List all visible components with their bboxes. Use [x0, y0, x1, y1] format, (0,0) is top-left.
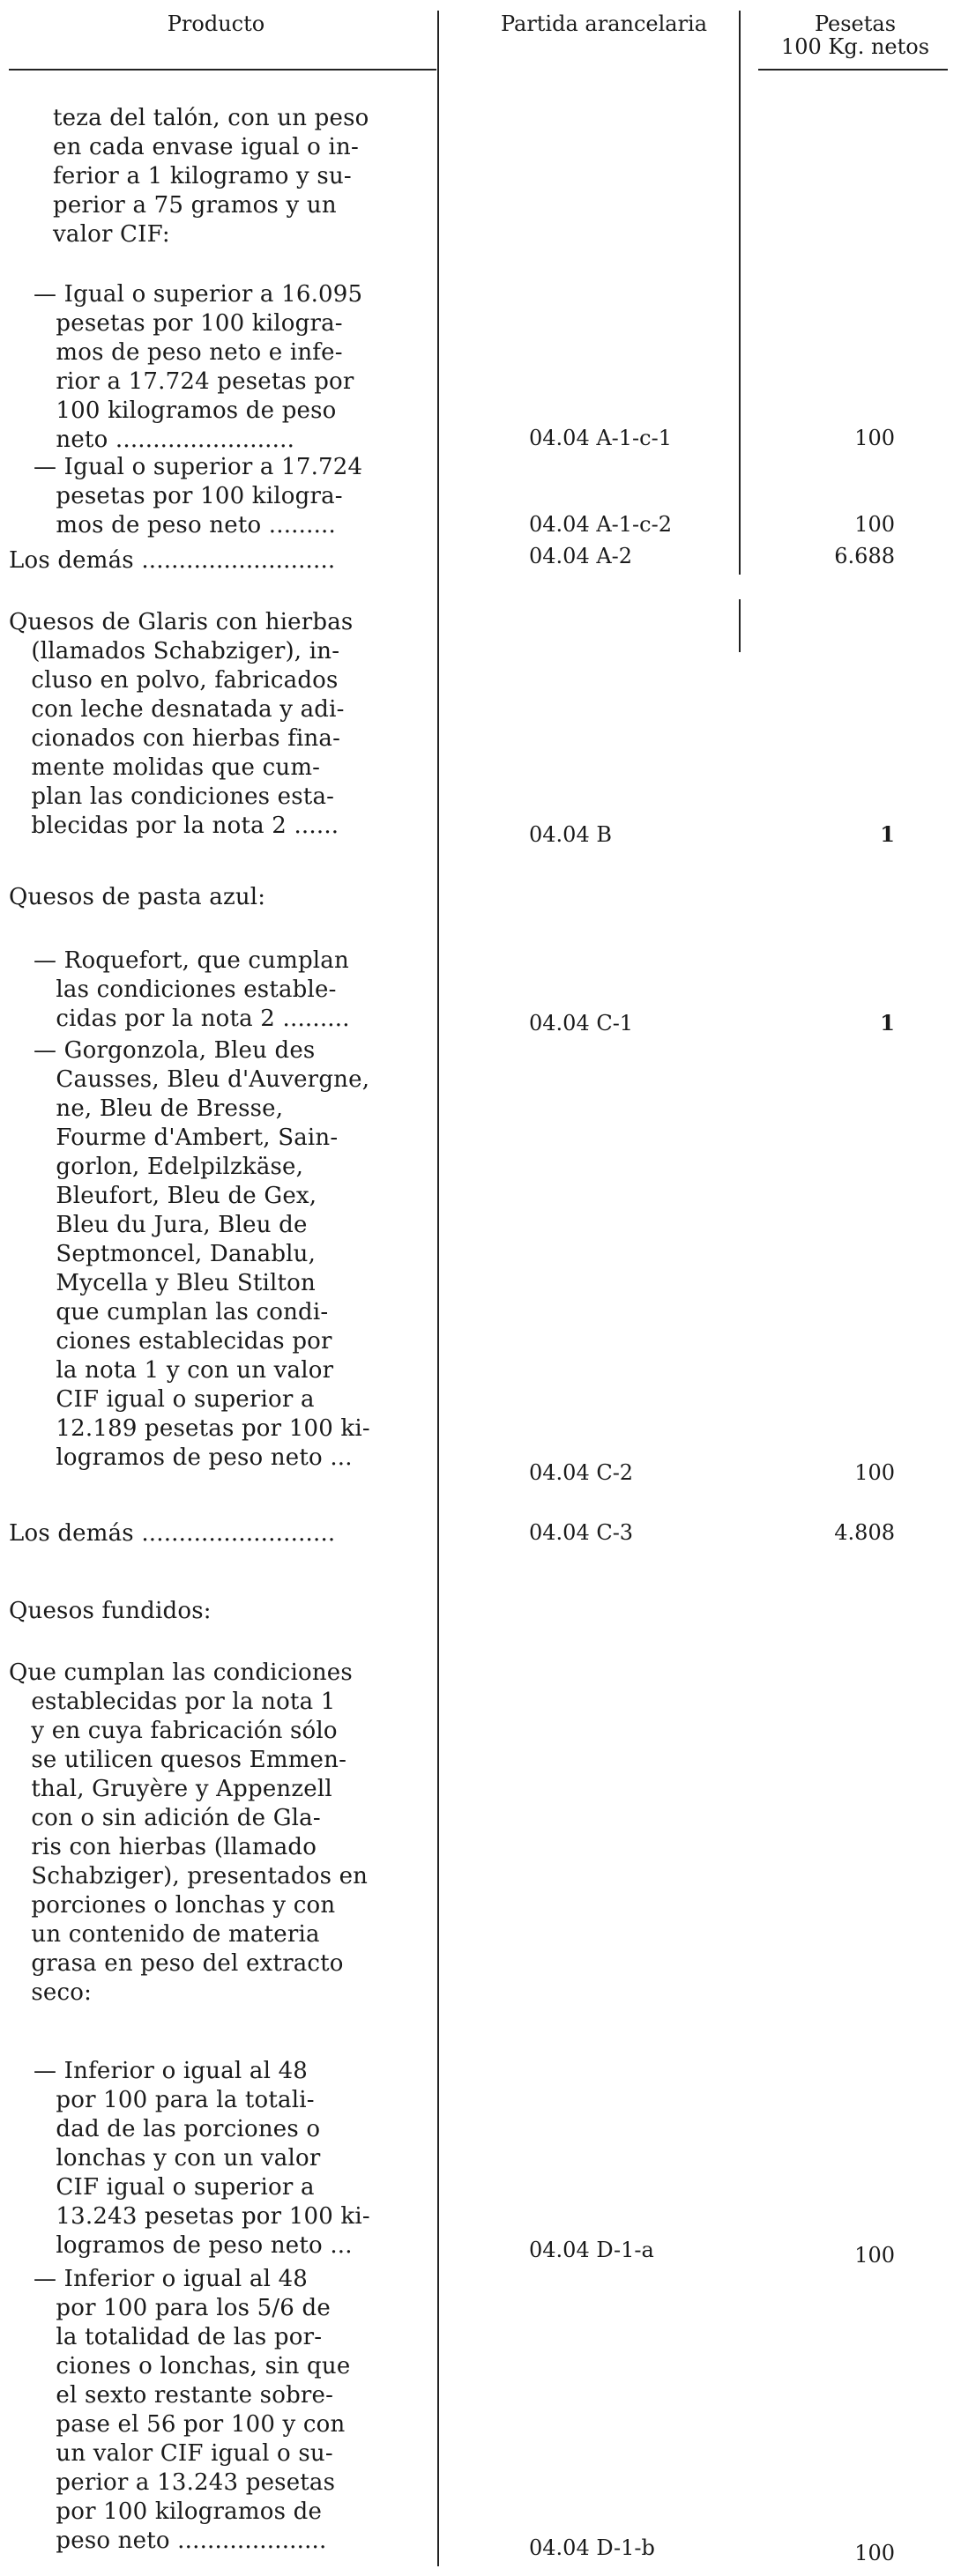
value-a1c2: 100: [854, 512, 895, 537]
tariff-code-a1c2: 04.04 A-1-c-2: [529, 512, 672, 537]
product-block-a1c2: — Igual o superior a 17.724 pesetas por 100 kilogra- mos de peso neto .........: [34, 454, 363, 538]
value-a2: 6.688: [834, 544, 895, 568]
header-product: Producto: [167, 11, 265, 36]
product-block-c2: — Gorgonzola, Bleu des Causses, Bleu d'Auvergne, ne, Bleu de Bresse, Fourme d'Ambert, Sain- gorlon, Edelpilzkäse, Bleufort, Bleu de Gex, Bleu du Jura, Bleu de Septmoncel, Danablu, Mycella y Bleu Stilton que cumplan las condi- ciones establecidas por la nota 1 y con un valor CIF igual o superior a 12.189 pesetas por 100 ki- logramos de peso neto ...: [34, 1037, 370, 1471]
product-block-a1c1: — Igual o superior a 16.095 pesetas por 100 kilogra- mos de peso neto e infe- rior a 17.724 pesetas por 100 kilogramos de peso neto ........................: [34, 281, 363, 453]
header-partida-arancelaria: Partida arancelaria: [500, 11, 708, 36]
header-rule: [9, 69, 436, 71]
tariff-code-c1: 04.04 C-1: [529, 1011, 634, 1036]
product-block-b: Quesos de Glaris con hierbas (llamados Schabziger), in- cluso en polvo, fabricados con leche desnatada y adi- cionados con hierbas fina- mente molidas que cum- plan las condiciones esta- blecidas por la nota 2 ......: [9, 609, 354, 839]
tariff-code-c2: 04.04 C-2: [529, 1460, 634, 1485]
product-block-d1-intro: Que cumplan las condiciones establecidas por la nota 1 y en cuya fabricación sólo se utilicen quesos Emmen- thal, Gruyère y Appenzell con o sin adición de Gla- ris con hierbas (llamado Schabziger), presentados en porciones o lonchas y con un contenido de materia grasa en peso del extracto seco:: [9, 1659, 369, 2006]
column-divider-1: [437, 11, 439, 2566]
product-block-c1: — Roquefort, que cumplan las condiciones estable- cidas por la nota 2 .........: [34, 947, 350, 1032]
tariff-code-d1b: 04.04 D-1-b: [529, 2535, 655, 2560]
column-divider-2-lower: [739, 599, 741, 652]
product-block-d1a: — Inferior o igual al 48 por 100 para la totali- dad de las porciones o lonchas y con un valor CIF igual o superior a 13.243 pesetas por 100 ki- logramos de peso neto ...: [34, 2058, 370, 2259]
header-pesetas: [758, 12, 952, 58]
header-rule-right: [758, 69, 948, 71]
value-d1b: 100: [854, 2541, 895, 2565]
value-d1a: 100: [854, 2243, 895, 2268]
header-pesetas-line2: 100 Kg. netos: [780, 34, 930, 59]
tariff-code-d1a: 04.04 D-1-a: [529, 2238, 654, 2262]
tariff-code-a1c1: 04.04 A-1-c-1: [529, 426, 672, 450]
value-c1: 1: [880, 1010, 895, 1036]
tariff-code-a2: 04.04 A-2: [529, 544, 633, 568]
product-heading-pasta-azul: Quesos de pasta azul:: [9, 884, 266, 910]
product-heading-quesos-fundidos: Quesos fundidos:: [9, 1598, 212, 1624]
product-block-d1b: — Inferior o igual al 48 por 100 para los 5/6 de la totalidad de las por- ciones o lonchas, sin que el sexto restante sobre- pase el 56 por 100 y con un valor CIF igual o su- perior a 13.243 pesetas por 100 kilogramos de peso neto ....................: [34, 2266, 351, 2554]
product-block-a2: Los demás ..........................: [9, 547, 336, 574]
value-b: 1: [880, 821, 895, 847]
column-divider-2: [739, 11, 741, 575]
header-pesetas-line1: Pesetas: [814, 11, 897, 36]
product-block-intro: teza del talón, con un peso en cada envase igual o in- ferior a 1 kilogramo y su- perior a 75 gramos y un valor CIF:: [53, 105, 369, 248]
value-c2: 100: [854, 1460, 895, 1485]
tariff-code-c3: 04.04 C-3: [529, 1520, 634, 1545]
value-a1c1: 100: [854, 426, 895, 450]
value-c3: 4.808: [834, 1520, 895, 1545]
tariff-code-b: 04.04 B: [529, 822, 612, 847]
product-block-c3: Los demás ..........................: [9, 1520, 336, 1547]
